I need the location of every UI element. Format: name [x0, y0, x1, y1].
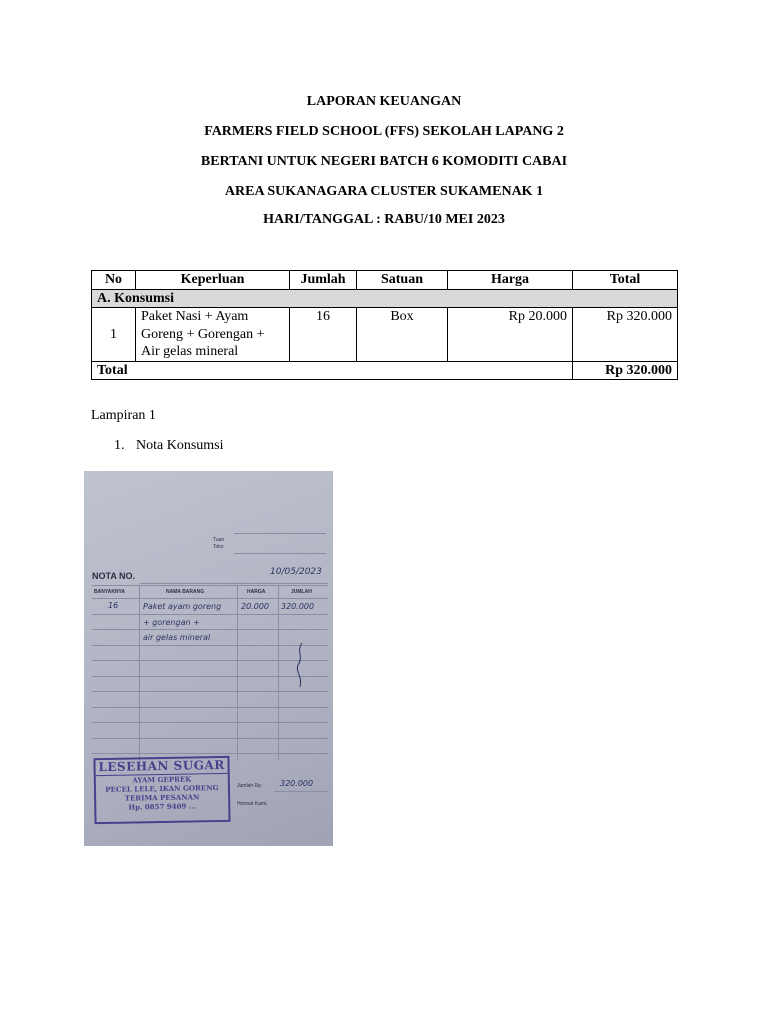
batch-info: BERTANI UNTUK NEGERI BATCH 6 KOMODITI CABAI	[200, 154, 568, 169]
report-title: LAPORAN KEUANGAN	[306, 94, 462, 109]
receipt-photo	[84, 471, 333, 846]
receipt-col-harga: HARGA	[247, 589, 266, 595]
cell-jumlah: 16	[290, 308, 357, 362]
total-value: Rp 320.000	[573, 361, 678, 380]
column-header-satuan: Satuan	[357, 271, 448, 290]
column-header-jumlah: Jumlah	[290, 271, 357, 290]
receipt-hormat: Hormat Kami,	[237, 801, 268, 807]
receipt-col-jumlah: JUMLAH	[291, 589, 312, 595]
stamp-line5: Hp. 0857 9409 ...	[128, 801, 197, 812]
report-date: HARI/TANGGAL : RABU/10 MEI 2023	[263, 212, 505, 227]
receipt-price: 20.000	[241, 602, 269, 611]
receipt-item-line3: air gelas mineral	[143, 633, 211, 642]
receipt-col-nama: NAMA BARANG	[166, 589, 205, 595]
vendor-stamp	[93, 756, 230, 824]
receipt-jumlah-label: Jumlah Rp.	[237, 783, 263, 789]
total-label: Total	[92, 361, 573, 380]
column-header-harga: Harga	[448, 271, 573, 290]
area-info: AREA SUKANAGARA CLUSTER SUKAMENAK 1	[224, 184, 544, 199]
stamp-line3: PECEL LELE, IKAN GORENG	[105, 783, 219, 794]
cell-total: Rp 320.000	[573, 308, 678, 362]
table-row	[92, 308, 678, 362]
receipt-col-banyaknya: BANYAKNYA	[94, 589, 126, 595]
receipt-amount: 320.000	[281, 602, 315, 611]
total-row	[92, 361, 678, 380]
receipt-item-line2: + gorengan +	[143, 618, 200, 627]
cell-no: 1	[92, 308, 136, 362]
attachment-title: Lampiran 1	[91, 408, 156, 423]
stamp-line4: TERIMA PESANAN	[124, 792, 200, 803]
cell-satuan: Box	[357, 308, 448, 362]
stamp-line2: AYAM GEPREK	[132, 774, 192, 785]
attachment-item	[114, 438, 224, 454]
expense-table	[91, 270, 678, 380]
receipt-toko-label: Toko	[213, 544, 224, 550]
receipt-item-line1: Paket ayam goreng	[143, 602, 222, 611]
receipt-scribble-mark	[294, 641, 306, 689]
receipt-nota-label: NOTA NO.	[92, 571, 135, 581]
stamp-name: LESEHAN SUGAR	[95, 758, 227, 776]
receipt-jumlah-value: 320.000	[280, 779, 314, 788]
receipt-tuan-label: Tuan	[213, 537, 225, 543]
receipt-qty: 16	[108, 601, 119, 610]
attachment-item-label: Nota Konsumsi	[136, 438, 224, 453]
attachment-item-number: 1.	[114, 438, 125, 453]
column-header-total: Total	[573, 271, 678, 290]
table-header-row	[92, 271, 678, 290]
section-label: A. Konsumsi	[92, 289, 678, 308]
cell-keperluan: Paket Nasi + Ayam Goreng + Gorengan + Air gelas mineral	[136, 308, 290, 362]
section-row	[92, 289, 678, 308]
cell-harga: Rp 20.000	[448, 308, 573, 362]
column-header-keperluan: Keperluan	[136, 271, 290, 290]
program-name: FARMERS FIELD SCHOOL (FFS) SEKOLAH LAPANG 2	[204, 124, 564, 139]
receipt-date: 10/05/2023	[270, 567, 322, 577]
column-header-no: No	[92, 271, 136, 290]
